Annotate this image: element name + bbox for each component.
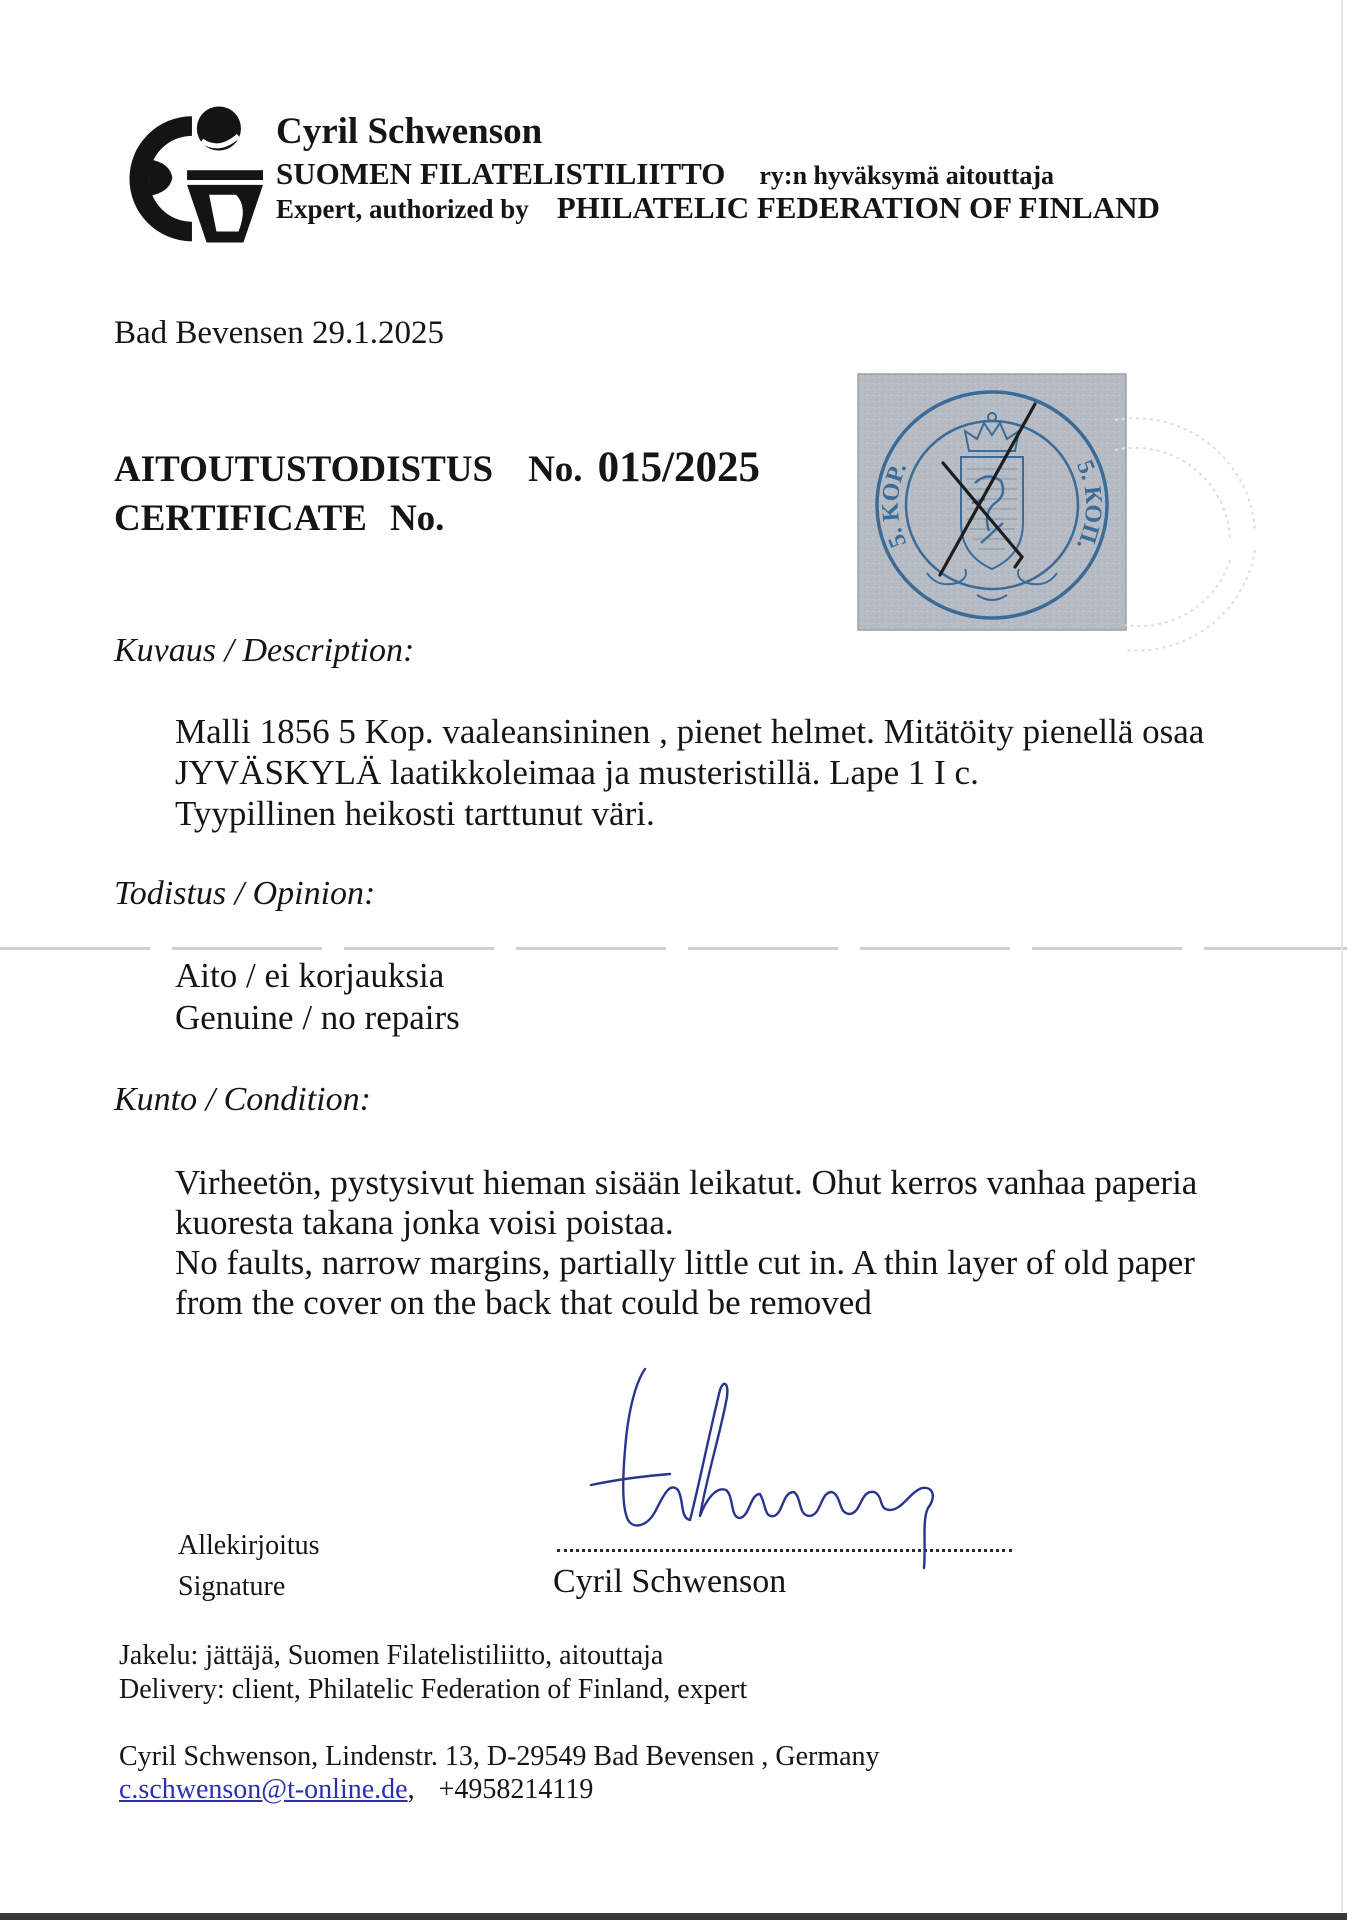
federation-name-en: PHILATELIC FEDERATION OF FINLAND: [556, 190, 1160, 225]
distribution-en: Delivery: client, Philatelic Federation of Finland, expert: [119, 1674, 748, 1705]
phone-number: +4958214119: [438, 1774, 594, 1805]
opinion-line: Genuine / no repairs: [175, 998, 460, 1037]
signature-label-en: Signature: [178, 1571, 286, 1602]
signature-labels: [178, 1525, 320, 1607]
certificate-title-en-text: CERTIFICATE: [114, 498, 367, 539]
certificate-no-label: No.: [528, 449, 583, 490]
condition-line: kuoresta takana jonka voisi poistaa.: [175, 1203, 674, 1242]
certificate-title-en: [114, 496, 444, 542]
federation-name-fi: SUOMEN FILATELISTILIITTO: [276, 156, 726, 191]
condition-line: Virheetön, pystysivut hieman sisään leikatut. Ohut kerros vanhaa paperia: [175, 1163, 1198, 1202]
condition-line: No faults, narrow margins, partially little cut in. A thin layer of old paper: [175, 1243, 1195, 1282]
description-line: Tyypillinen heikosti tarttunut väri.: [175, 794, 655, 833]
scan-edge-bottom: [0, 1913, 1347, 1920]
backstamp-watermark: [1105, 400, 1285, 660]
expert-name: Cyril Schwenson: [276, 111, 543, 152]
description-heading: Kuvaus / Description:: [114, 632, 415, 669]
expert-logo: [116, 104, 263, 245]
scan-edge-right: [1341, 0, 1343, 1912]
certificate-title-fi-text: AITOUTUSTODISTUS: [114, 449, 494, 490]
description-body: [175, 711, 1204, 834]
authorization-prefix: Expert, authorized by: [276, 194, 529, 224]
paper-fold-line: [0, 947, 1347, 950]
authorization-line: [276, 189, 1160, 233]
email-separator: ,: [407, 1774, 415, 1805]
certificate-title-fi: [114, 444, 760, 494]
distribution-fi: Jakelu: jättäjä, Suomen Filatelistiliitto, aitouttaja: [119, 1640, 664, 1671]
signatory-name: Cyril Schwenson: [553, 1563, 787, 1600]
email-link[interactable]: c.schwenson@t-online.de: [119, 1774, 408, 1805]
stamp-image: [857, 373, 1127, 631]
condition-heading: Kunto / Condition:: [114, 1081, 371, 1118]
opinion-body: [175, 955, 460, 1039]
condition-line: from the cover on the back that could be removed: [175, 1283, 872, 1322]
handwritten-signature: [560, 1350, 1000, 1580]
contact-block: [119, 1740, 880, 1806]
opinion-heading: Todistus / Opinion:: [114, 875, 376, 912]
stamp-lettering-left: 5. KOP.: [877, 458, 913, 552]
description-line: JYVÄSKYLÄ laatikkoleimaa ja musteristillä. Lape 1 I c.: [175, 753, 979, 792]
distribution: [119, 1639, 747, 1707]
place-date: Bad Bevensen 29.1.2025: [114, 315, 444, 351]
stamp-lettering-right: 5. КОП.: [1071, 456, 1107, 555]
postal-address: Cyril Schwenson, Lindenstr. 13, D-29549 Bad Bevensen , Germany: [119, 1741, 880, 1772]
certificate-number: 015/2025: [597, 444, 761, 491]
opinion-line: Aito / ei korjauksia: [175, 956, 445, 995]
expert-role-fi: ry:n hyväksymä aitouttaja: [759, 161, 1055, 190]
certificate-no-label-en: No.: [389, 498, 445, 539]
condition-body: [175, 1163, 1197, 1323]
description-line: Malli 1856 5 Kop. vaaleansininen , pienet helmet. Mitätöity pienellä osaa: [175, 712, 1205, 751]
email-phone-line: [119, 1773, 880, 1806]
signature-label-fi: Allekirjoitus: [178, 1530, 320, 1561]
